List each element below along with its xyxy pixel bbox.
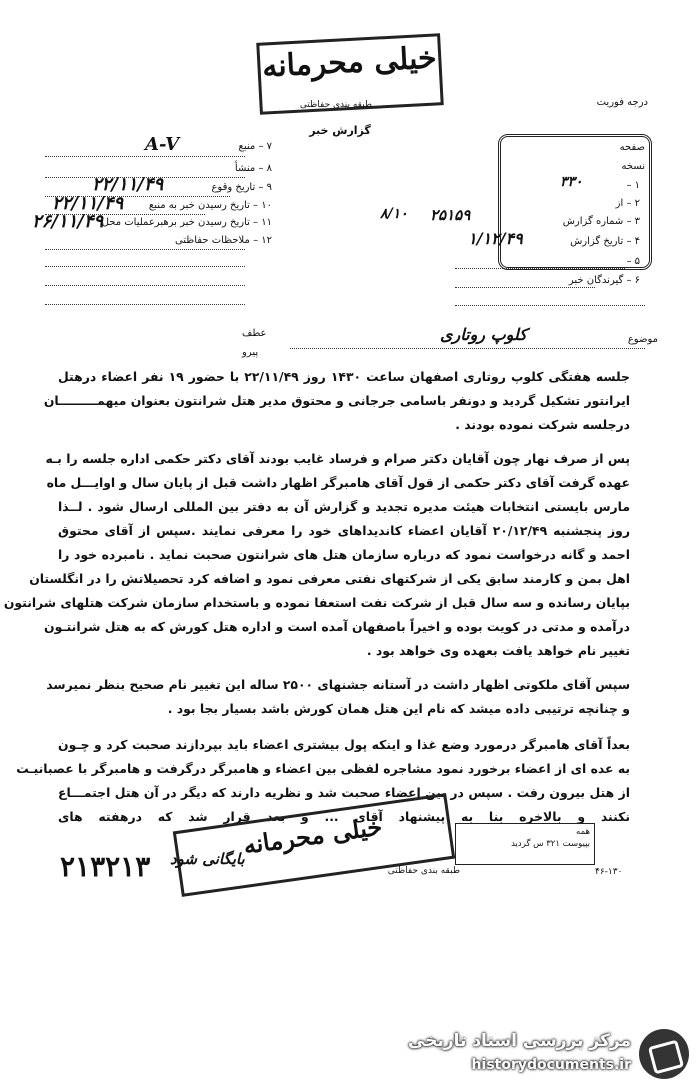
body-line: نکنند و بالاخره بنا به پیشنهاد آقای ... و بعد قرار شد که درهفته های (58, 809, 630, 824)
body-line: بپایان رسانده و سه سال قبل از شرکت نفت استعفا نموده و باستخدام سازمان شرکت هتلهای شرانتون (3, 595, 630, 610)
body-line: و چنانچه ترتیبی داده میشد که نام این هتل همان کورش باشد بسیار بجا بود . (167, 701, 630, 716)
report-date-value: ۱/۱۲/۴۹ (468, 229, 523, 248)
field-origin-label: ۸ – منشأ (234, 163, 272, 174)
body-line: درآمده و مدتی در کویت بوده و اخیراً باصفهان آمده است و اداره هتل کورش که به هتل شرانتـون (44, 619, 630, 634)
site-watermark (405, 1025, 695, 1085)
dotted-line (45, 156, 245, 157)
classification-label: طبقه بندی حفاظتی (299, 100, 373, 110)
body-line: درجلسه شرکت نموده بودند . (455, 417, 630, 432)
archive-logo-icon (639, 1029, 689, 1079)
stamp-text: خیلی محرمانه (261, 40, 438, 85)
subject-value: کلوپ روتاری (440, 325, 527, 344)
archive-box (455, 823, 595, 865)
body-line: پس از صرف نهار چون آقایان دکتر صرام و فرساد غایب بودند آقای دکتر حکمی اداره جلسه را بـه (45, 451, 630, 466)
dotted-line (45, 249, 245, 250)
right-item-1: ۱ – (626, 180, 640, 191)
field-source-label: ۷ – منبع (238, 141, 272, 152)
ref-label: عطف (242, 328, 267, 339)
field-ops-label: ۱۱ – تاریخ رسیدن خبر برهبرعملیات محل (101, 217, 272, 228)
watermark-name: مرکز بررسی اسناد تاریخی (408, 1031, 631, 1051)
priority-label: درجه فوریت (596, 97, 648, 108)
dotted-line (45, 304, 245, 305)
report-number-value: ۲۵۱۵۹ (430, 206, 471, 224)
body-line: اهل بمن و کارمند سابق یکی از شرکتهای نفتی معرفی نمود و اضافه کرد تحصیلاتش را در انگلستان (29, 571, 630, 586)
report-title: گزارش خبر (309, 124, 371, 137)
body-line: از هتل بیرون رفت . سپس در بین اعضاء صحبت شد و نظریه دارند که دیگر در آن هتل اجتمـــاع (58, 785, 630, 800)
right-item-6: ۶ – گیرندگان خبر (568, 275, 640, 286)
body-line: به عده ای از اعضاء برخورد نمود مشاجره لفظی بین اعضاء و هامبرگر درگرفت و هامبرگر با عصبانیـت (16, 761, 630, 776)
field-notes-label: ۱۲ – ملاحظات حفاظتی (174, 235, 272, 246)
right-item-3: ۳ – شماره گزارش (562, 216, 640, 227)
archive-box-line1: همه (576, 827, 590, 837)
field-source-value: A-V (145, 134, 180, 155)
body-line: ایرانتور تشکیل گردید و دونفر باسامی جرجانی و محتوق مدیر هتل شرانتون بعنوان میهمـــــــــان (43, 393, 630, 408)
body-line: سپس آقای ملکوتی اظهار داشت در آستانه جشنهای ۲۵۰۰ ساله این تغییر نام صحیح بنظر نمیرسد (46, 677, 630, 692)
watermark-url: historydocuments.ir (471, 1057, 631, 1073)
page-code: ۴۶-۱۳۰ (595, 867, 623, 877)
page-label: صفحه (619, 142, 645, 153)
field-date-value: ۲۲/۱۱/۴۹ (92, 174, 164, 195)
field-ops-value: ۲۶/۱۱/۴۹ (32, 211, 104, 232)
right-item-2: ۲ – از (615, 198, 640, 209)
body-line: جلسه هفتگی کلوپ روتاری اصفهان ساعت ۱۴۳۰ روز ۲۲/۱۱/۴۹ با حضور ۱۹ نفر اعضاء درهتل (58, 369, 630, 384)
dotted-line (455, 268, 625, 269)
dotted-line (455, 287, 595, 288)
side-note: ۸/۱۰ (380, 206, 408, 222)
body-line: تغییر نام خواهد یافت بعهده وی خواهد بود . (366, 643, 630, 658)
body-line: احمد و گانه درخواست نمود که درباره سازمان هتل های شرانتون صحبت نماید . نامبرده خود را (58, 547, 630, 562)
bottom-classification-label: طبقه بندی حفاظتی (387, 866, 460, 876)
body-line: عهده گرفت آقای دکتر حکمی از قول آقای هامبرگر اظهار داشت قبل از پایان سال و اوایـــل ماه (46, 475, 630, 490)
dotted-line (455, 305, 645, 306)
right-item-4: ۴ – تاریخ گزارش (570, 236, 640, 247)
bottom-stamp-text: خیلی محرمانه (241, 811, 384, 860)
archive-box-line2: بپیوست ۳۲۱ س گردید (511, 839, 590, 849)
dotted-line (45, 285, 245, 286)
copy-label: نسخه (621, 161, 645, 172)
follow-label: پیرو (242, 347, 259, 358)
body-line: مارس بایستی انتخابات هیئت مدیره تجدید و گزارش آن به دفتر بین المللی ارسال شود . لــذا (58, 499, 630, 514)
body-line: روز پنجشنبه ۲۰/۱۲/۴۹ آقایان اعضاء کاندیداهای خود را معرفی نمایند .سپس از آقای محتوق (58, 523, 630, 538)
right-item-5: ۵ – (626, 256, 640, 267)
right-item-1-value: ۳۳۰ (560, 174, 583, 190)
handwritten-number: ۲۱۳۲۱۳ (60, 850, 151, 883)
body-line: بعداً آقای هامبرگر درمورد وضع غذا و اینکه پول بیشتری اعضاء باید بپردازند صحبت کرد و چـون (58, 737, 630, 752)
field-date-label: ۹ – تاریخ وقوع (211, 182, 272, 193)
field-received-value: ۲۲/۱۱/۴۹ (52, 193, 124, 214)
subject-label: موضوع (627, 334, 658, 345)
dotted-line (45, 266, 245, 267)
dotted-line (290, 348, 645, 349)
archive-note: بایگانی شود (170, 850, 245, 868)
field-received-label: ۱۰ – تاریخ رسیدن خبر به منبع (148, 200, 272, 211)
